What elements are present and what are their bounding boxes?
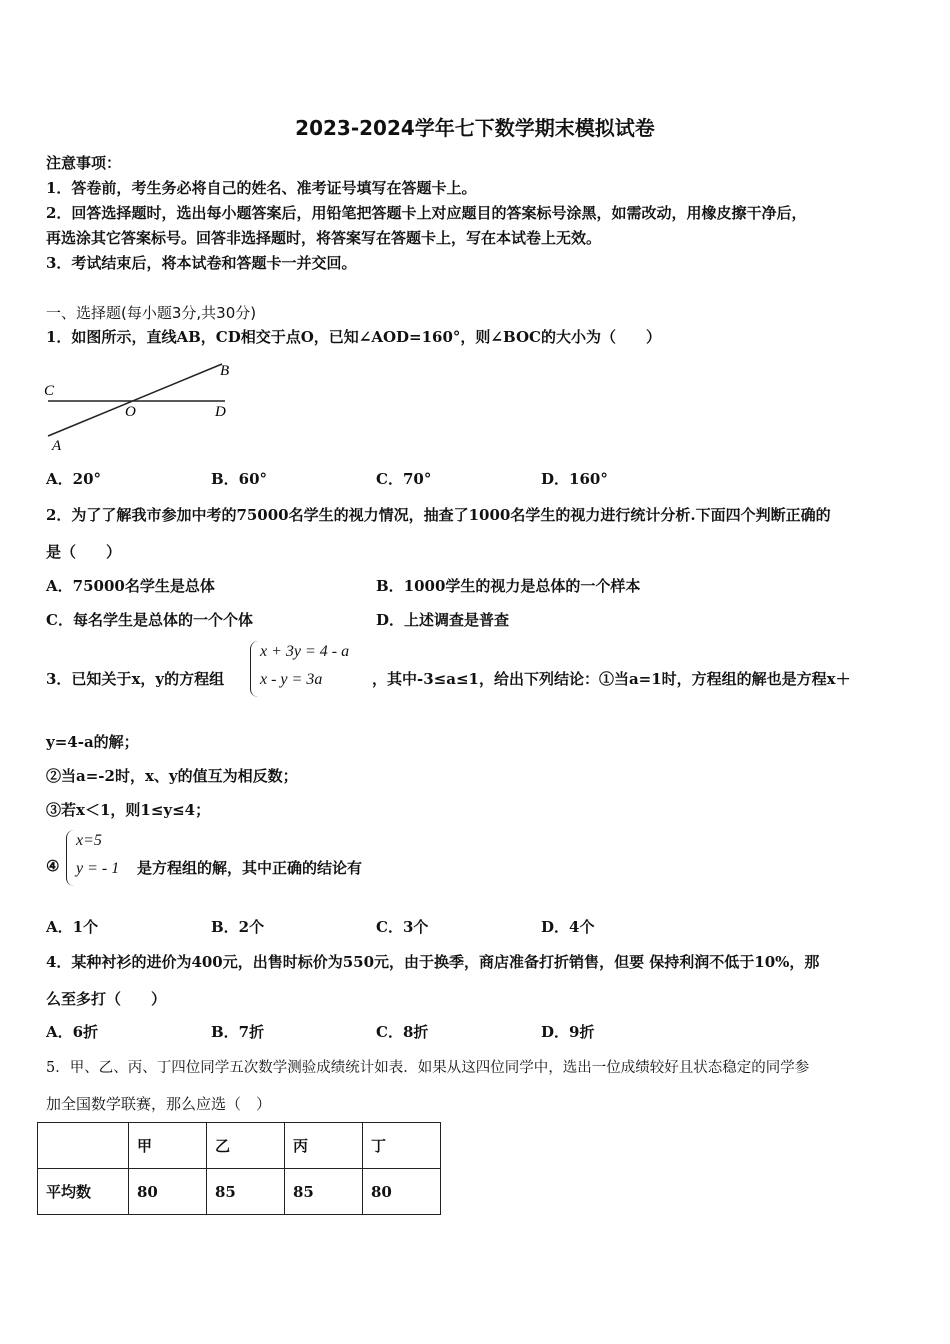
q3-equation-2: x - y = 3a <box>260 671 323 688</box>
label-o: O <box>125 404 136 420</box>
question-1-stem: 1．如图所示，直线AB，CD相交于点O，已知∠AOD=160°，则∠BOC的大小为（ ） <box>46 328 661 346</box>
q1-option-c: C．70° <box>376 470 432 488</box>
q3-conclusion-3: ③若x＜1，则1≤y≤4； <box>46 801 211 819</box>
label-c: C <box>44 383 55 399</box>
question-4-stem: 4．某种衬衫的进价为400元，出售时标价为550元，由于换季，商店准备打折销售，但要 保持利润不低于10%，那 <box>46 953 820 971</box>
table-cell: 80 <box>129 1169 207 1215</box>
table-cell: 85 <box>285 1169 363 1215</box>
q1-option-a: A．20° <box>46 470 102 488</box>
q3-equation-1: x + 3y = 4 - a <box>260 643 350 660</box>
q2-option-a: A．75000名学生是总体 <box>46 577 215 595</box>
q4-option-b: B．7折 <box>211 1023 265 1041</box>
note-item: 1．答卷前，考生务必将自己的姓名、准考证号填写在答题卡上。 <box>46 179 477 197</box>
question-3-stem-cont: y=4-a的解； <box>46 733 139 751</box>
q3-brace <box>250 641 259 697</box>
question-5-stem-cont: 加全国数学联赛，那么应选（ ） <box>46 1095 272 1113</box>
q3-solution-y: y = - 1 <box>76 860 120 877</box>
q3-option-c: C．3个 <box>376 918 429 936</box>
page-title: 2023-2024学年七下数学期末模拟试卷 <box>295 116 655 140</box>
note-item: 2．回答选择题时，选出每小题答案后，用铅笔把答题卡上对应题目的答案标号涂黑，如需改动，用橡皮擦干净后， <box>46 204 807 222</box>
q3-equation-system <box>250 641 370 697</box>
q2-option-b: B．1000学生的视力是总体的一个样本 <box>376 577 641 595</box>
q4-option-d: D．9折 <box>541 1023 595 1041</box>
note-item: 3．考试结束后，将本试卷和答题卡一并交回。 <box>46 254 357 272</box>
label-b: B <box>220 363 230 379</box>
note-item: 再选涂其它答案标号。回答非选择题时，将答案写在答题卡上，写在本试卷上无效。 <box>46 229 602 247</box>
table-header-cell <box>38 1123 129 1169</box>
label-a: A <box>52 438 62 454</box>
q3-option-b: B．2个 <box>211 918 265 936</box>
q1-figure <box>40 358 240 454</box>
q2-option-c: C．每名学生是总体的一个个体 <box>46 611 253 629</box>
q3-conclusion-4-prefix: ④ <box>46 857 60 875</box>
table-header-cell: 乙 <box>207 1123 285 1169</box>
table-header-cell: 丙 <box>285 1123 363 1169</box>
question-4-stem-cont: 么至多打（ ） <box>46 990 167 1008</box>
q3-solution-brace <box>66 830 75 886</box>
q3-option-d: D．4个 <box>541 918 595 936</box>
q4-option-c: C．8折 <box>376 1023 429 1041</box>
q3-solution-system <box>66 830 136 886</box>
label-d: D <box>215 404 226 420</box>
section-heading: 一、选择题(每小题3分,共30分) <box>46 304 257 322</box>
table-row <box>38 1169 441 1215</box>
q3-solution-x: x=5 <box>76 832 102 849</box>
question-3-stem: 3．已知关于x，y的方程组 <box>46 670 225 688</box>
question-3-stem-suffix: ，其中-3≤a≤1，给出下列结论：①当a=1时，方程组的解也是方程x＋ <box>372 670 851 688</box>
q3-option-a: A．1个 <box>46 918 99 936</box>
question-2-stem: 2．为了了解我市参加中考的75000名学生的视力情况，抽查了1000名学生的视力进行统计分析.下面四个判断正确的 <box>46 506 831 524</box>
table-header-cell: 丁 <box>363 1123 441 1169</box>
q3-conclusion-4: 是方程组的解，其中正确的结论有 <box>137 859 363 877</box>
table-cell: 平均数 <box>38 1169 129 1215</box>
table-header-row <box>38 1123 441 1169</box>
q5-score-table <box>37 1122 441 1215</box>
q1-option-b: B．60° <box>211 470 268 488</box>
question-5-stem: 5．甲、乙、丙、丁四位同学五次数学测验成绩统计如表．如果从这四位同学中，选出一位成绩较好且状态稳定的同学参 <box>46 1060 810 1076</box>
q1-option-d: D．160° <box>541 470 608 488</box>
q4-option-a: A．6折 <box>46 1023 99 1041</box>
table-header-cell: 甲 <box>129 1123 207 1169</box>
q2-option-d: D．上述调查是普查 <box>376 611 510 629</box>
question-2-stem-cont: 是（ ） <box>46 543 122 561</box>
table-cell: 85 <box>207 1169 285 1215</box>
table-cell: 80 <box>363 1169 441 1215</box>
notes-heading: 注意事项： <box>46 154 122 172</box>
line-ab <box>48 364 222 436</box>
q3-conclusion-2: ②当a=-2时，x、y的值互为相反数； <box>46 767 298 785</box>
